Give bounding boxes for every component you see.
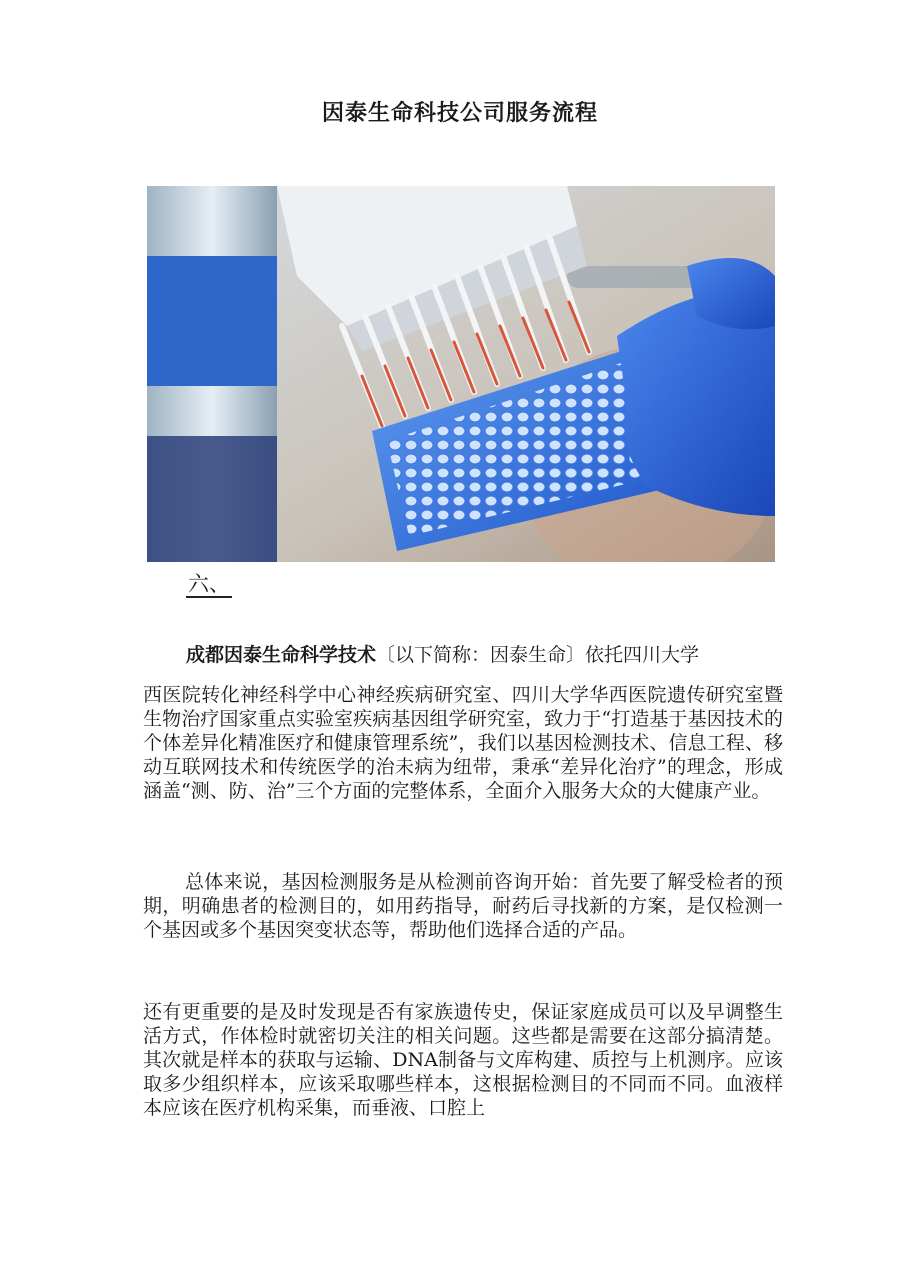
document-title: 因泰生命科技公司服务流程 (321, 100, 598, 126)
paragraph-intro: 西医院转化神经科学中心神经疾病研究室、四川大学华西医院遗传研究室暨生物治疗国家重点实验室疾病基因组学研究室，致力于“打造基于基因技术的个体差异化精准医疗和健康管理系统”，我们以基因检测技术、信息工程、移动互联网技术和传统医学的治未病为纽带，秉承“差异化治疗”的理念，形成涵盖“测、防、治”三个方面的完整体系，全面介入服务大众的大健康产业。 (143, 684, 783, 802)
paragraph-overview: 总体来说，基因检测服务是从检测前咨询开始：首先要了解受检者的预期，明确患者的检测目的，如用药指导，耐药后寻找新的方案，是仅检测一个基因或多个基因突变状态等，帮助他们选择合适的产品。 (143, 871, 783, 941)
intro-line-rest: 〔以下简称：因泰生命〕依托四川大学 (376, 644, 700, 666)
company-name: 成都因泰生命科学技术 (186, 644, 377, 666)
paragraph-details: 还有更重要的是及时发现是否有家族遗传史，保证家庭成员可以及早调整生活方式，作体检时就密切关注的相关问题。这些都是需要在这部分搞清楚。其次就是样本的获取与运输、DNA制备与文库构建、质控与上机测序。应该取多少组织样本，应该采取哪些样本，这根据检测目的不同而不同。血液样本应该在医疗机构采集，而垂液、口腔上 (143, 1001, 783, 1119)
section-marker: 六、 (188, 572, 230, 596)
intro-line (186, 643, 699, 667)
lab-pipette-photo (147, 186, 775, 562)
